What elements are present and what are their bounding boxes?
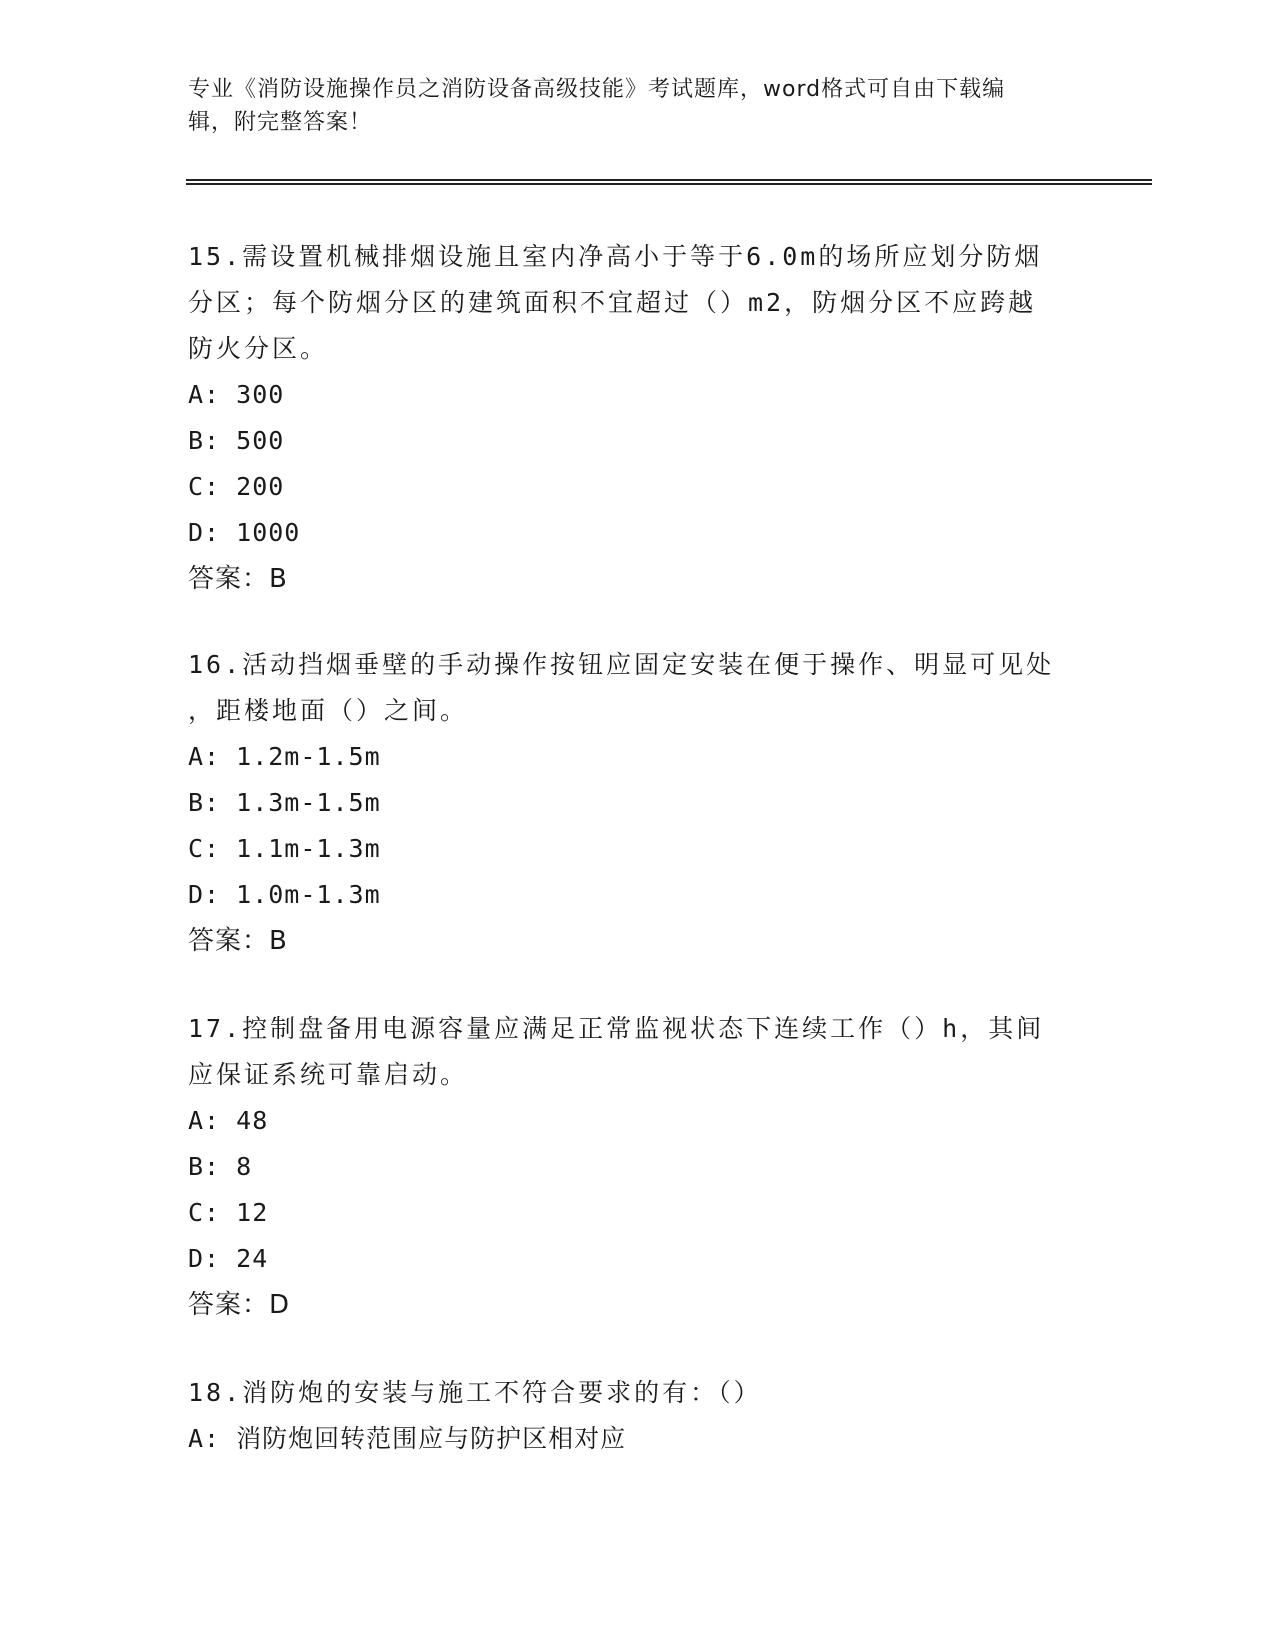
question-stem-line: 防火分区。 xyxy=(188,334,329,363)
question-stem-line: 分区；每个防烟分区的建筑面积不宜超过（）m2，防烟分区不应跨越 xyxy=(188,288,1037,317)
question-block xyxy=(188,1006,1088,1328)
option-d: D: 1000 xyxy=(188,518,301,547)
question-block xyxy=(188,234,1088,602)
answer-line: 答案：B xyxy=(188,564,288,594)
option-d: D: 1.0m-1.3m xyxy=(188,880,381,909)
option-b: B: 500 xyxy=(188,426,285,455)
option-b: B: 1.3m-1.5m xyxy=(188,788,381,817)
header-note-line: 专业《消防设施操作员之消防设备高级技能》考试题库，word格式可自由下载编 xyxy=(188,77,1006,102)
question-stem-line: 应保证系统可靠启动。 xyxy=(188,1060,469,1089)
option-c: C: 1.1m-1.3m xyxy=(188,834,381,863)
answer-line: 答案：B xyxy=(188,926,288,956)
option-c: C: 12 xyxy=(188,1198,269,1227)
option-a: A: 48 xyxy=(188,1106,269,1135)
question-stem-line: 15.需设置机械排烟设施且室内净高小于等于6.0m的场所应划分防烟 xyxy=(188,242,1043,271)
option-b: B: 8 xyxy=(188,1152,253,1181)
header-divider xyxy=(186,183,1152,185)
question-stem-line: ，距楼地面（）之间。 xyxy=(188,696,469,725)
option-a: A: 消防炮回转范围应与防护区相对应 xyxy=(188,1424,627,1453)
header-divider xyxy=(186,179,1152,181)
question-stem-line: 16.活动挡烟垂壁的手动操作按钮应固定安装在便于操作、明显可见处 xyxy=(188,650,1055,679)
question-stem-line: 17.控制盘备用电源容量应满足正常监视状态下连续工作（）h，其间 xyxy=(188,1014,1045,1043)
header-note-line: 辑，附完整答案！ xyxy=(188,110,373,135)
option-a: A: 1.2m-1.5m xyxy=(188,742,381,771)
header-note xyxy=(188,73,1068,139)
question-block xyxy=(188,1370,1088,1462)
option-a: A: 300 xyxy=(188,380,285,409)
option-c: C: 200 xyxy=(188,472,285,501)
question-block xyxy=(188,642,1088,964)
answer-line: 答案：D xyxy=(188,1290,291,1320)
option-d: D: 24 xyxy=(188,1244,269,1273)
question-stem-line: 18.消防炮的安装与施工不符合要求的有：（） xyxy=(188,1378,762,1407)
